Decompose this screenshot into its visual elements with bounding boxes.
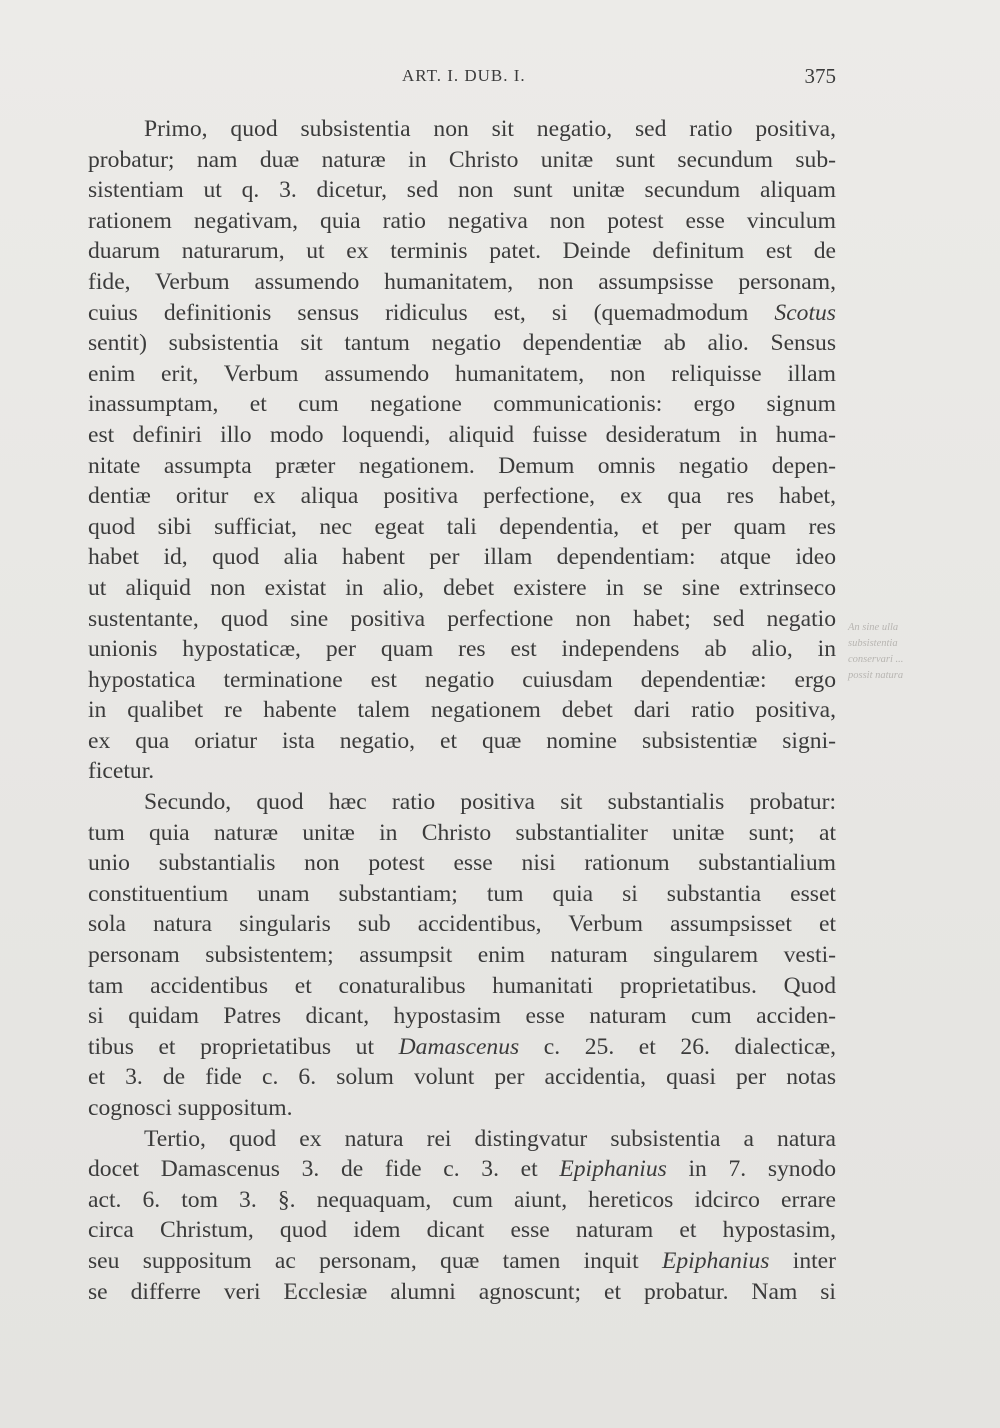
text-line: si quidam Patres dicant, hypostasim esse naturam cum acciden- xyxy=(88,1003,836,1030)
text-line: duarum naturarum, ut ex terminis patet. Deinde definitum est de xyxy=(88,238,836,265)
text-line: se differre veri Ecclesiæ alumni agnoscunt; et probatur. Nam si xyxy=(88,1278,836,1305)
text-line: cuius definitionis sensus ridiculus est, si (quemadmodum Scotus xyxy=(88,299,836,326)
text-line: sola natura singularis sub accidentibus, Verbum assumpsisset et xyxy=(88,911,836,938)
margin-note xyxy=(848,620,976,684)
text-line: et 3. de fide c. 6. solum volunt per accidentia, quasi per notas xyxy=(88,1064,836,1091)
text-line: sentit) subsistentia sit tantum negatio dependentiæ ab alio. Sensus xyxy=(88,330,836,357)
body-text xyxy=(88,114,836,1307)
text-line: sistentiam ut q. 3. dicetur, sed non sunt unitæ secundum aliquam xyxy=(88,177,836,204)
text-line: circa Christum, quod idem dicant esse naturam et hypostasim, xyxy=(88,1217,836,1244)
text-line: ficetur. xyxy=(88,758,155,785)
text-line: seu suppositum ac personam, quæ tamen inquit Epiphanius inter xyxy=(88,1247,837,1274)
margin-note-line: subsistentia xyxy=(848,638,898,649)
margin-note-line: possit natura xyxy=(848,670,904,681)
text-line: quod sibi sufficiat, nec egeat tali dependentia, et per quam res xyxy=(88,513,836,540)
text-line: docet Damascenus 3. de fide c. 3. et Epiphanius in 7. synodo xyxy=(88,1156,836,1183)
text-line: probatur; nam duæ naturæ in Christo unitæ sunt secundum sub- xyxy=(88,146,836,173)
text-line: in qualibet re habente talem negationem debet dari ratio positiva, xyxy=(88,697,836,724)
text-line: enim erit, Verbum assumendo humanitatem, non reliquisse illam xyxy=(88,360,836,387)
text-line: est definiri illo modo loquendi, aliquid fuisse desideratum in huma- xyxy=(88,421,836,448)
text-line: hypostatica terminatione est negatio cuiusdam dependentiæ: ergo xyxy=(88,666,836,693)
text-line: cognosci suppositum. xyxy=(88,1095,293,1121)
text-line: fide, Verbum assumendo humanitatem, non assumpsisse personam, xyxy=(88,268,836,295)
text-line: Secundo, quod hæc ratio positiva sit substantialis probatur: xyxy=(144,789,836,816)
text-line: habet id, quod alia habent per illam dependentiam: atque ideo xyxy=(88,544,836,571)
text-line: ex qua oriatur ista negatio, et quæ nomine subsistentiæ signi- xyxy=(88,727,836,754)
text-line: Tertio, quod ex natura rei distingvatur subsistentia a natura xyxy=(144,1125,836,1152)
margin-note-line: conservari ... xyxy=(848,654,904,665)
running-head-title: ART. I. DUB. I. xyxy=(402,66,526,85)
text-line: ut aliquid non existat in alio, debet existere in se sine extrinseco xyxy=(88,574,836,601)
text-line: tam accidentibus et conaturalibus humanitati proprietatibus. Quod xyxy=(88,972,836,999)
text-line: constituentium unam substantiam; tum quia si substantia esset xyxy=(88,880,836,907)
text-line: tibus et proprietatibus ut Damascenus c. 25. et 26. dialecticæ, xyxy=(88,1033,837,1060)
running-head xyxy=(88,66,836,90)
text-line: sustentante, quod sine positiva perfectione non habet; sed negatio xyxy=(88,605,836,632)
text-line: personam subsistentem; assumpsit enim naturam singularem vesti- xyxy=(88,942,836,969)
text-line: rationem negativam, quia ratio negativa non potest esse vinculum xyxy=(88,207,836,234)
text-line: nitate assumpta præter negationem. Demum omnis negatio depen- xyxy=(88,452,836,479)
text-line: unionis hypostaticæ, per quam res est independens ab alio, in xyxy=(88,636,836,663)
text-line: Primo, quod subsistentia non sit negatio, sed ratio positiva, xyxy=(144,116,836,142)
page-number: 375 xyxy=(804,64,836,88)
text-line: tum quia naturæ unitæ in Christo substantialiter unitæ sunt; at xyxy=(88,819,836,846)
text-line: act. 6. tom 3. §. nequaquam, cum aiunt, hereticos idcirco errare xyxy=(88,1186,836,1213)
text-line: unio substantialis non potest esse nisi rationum substantialium xyxy=(88,850,836,877)
margin-note-line: An sine ulla xyxy=(848,622,899,633)
text-line: dentiæ oritur ex aliqua positiva perfectione, ex qua res habet, xyxy=(88,483,836,510)
text-line: inassumptam, et cum negatione communicationis: ergo signum xyxy=(88,391,836,418)
